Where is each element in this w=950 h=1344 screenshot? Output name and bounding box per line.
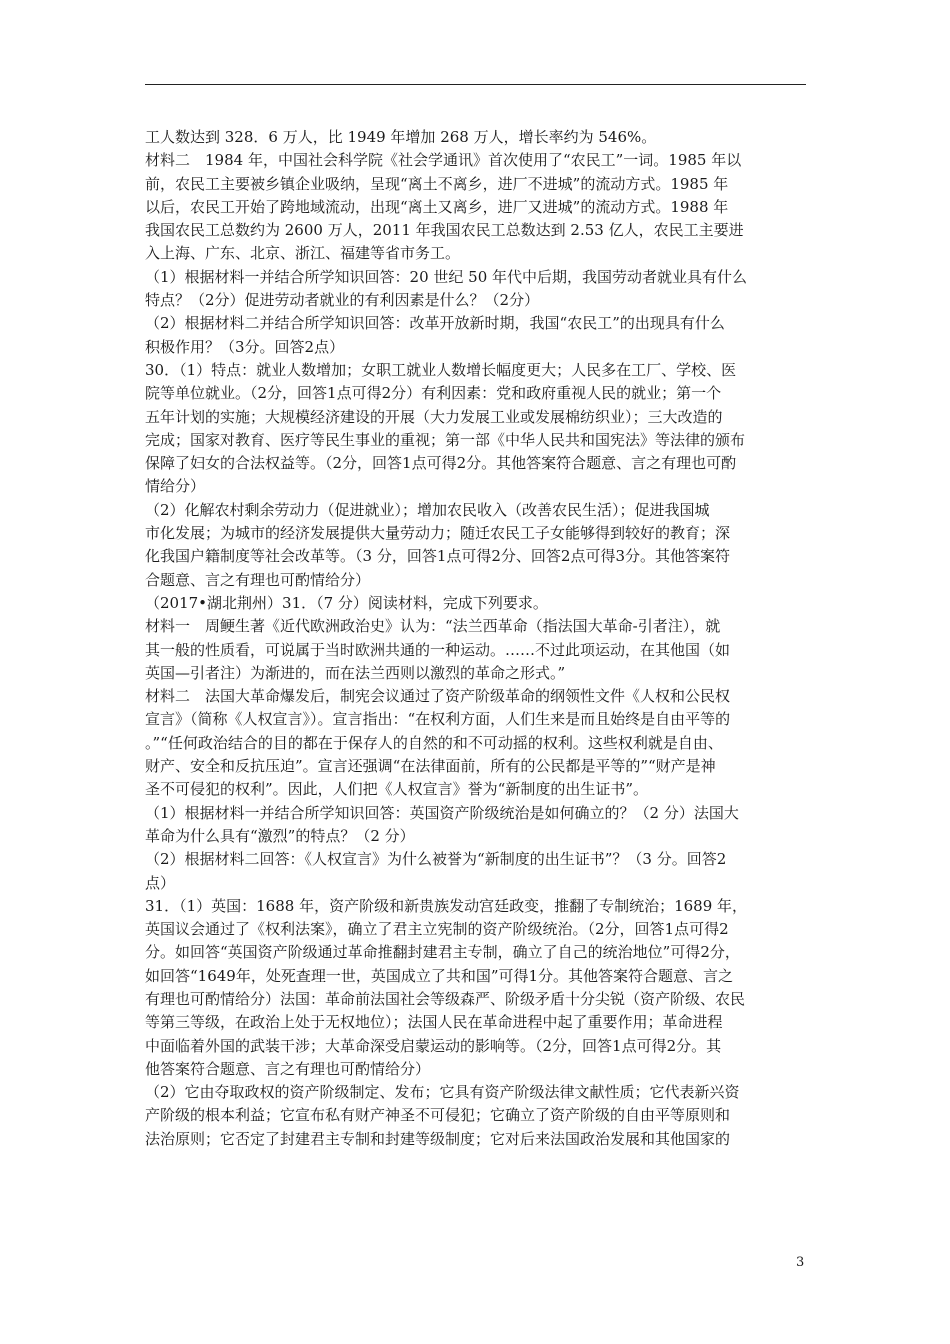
- text-line: 化我国户籍制度等社会改革等。（3 分，回答1点可得2分、回答2点可得3分。其他答案符: [145, 547, 730, 566]
- text-line: （2）根据材料二并结合所学知识回答：改革开放新时期，我国“农民工”的出现具有什么: [145, 314, 725, 333]
- text-line: 我国农民工总数约为 2600 万人，2011 年我国农民工总数达到 2.53 亿人，农民工主要进: [145, 221, 744, 240]
- text-line: 材料一 周鲠生著《近代欧洲政治史》认为：“法兰西革命（指法国大革命-引者注），就: [145, 617, 721, 636]
- text-line: 财产、安全和反抗压迫”。宣言还强调“在法律面前，所有的公民都是平等的”“财产是神: [145, 757, 716, 776]
- text-line: 情给分）: [145, 477, 206, 496]
- text-line: 点）: [145, 873, 176, 892]
- text-line: 他答案符合题意、言之有理也可酌情给分）: [145, 1059, 431, 1078]
- text-line: 工人数达到 328．6 万人，比 1949 年增加 268 万人，增长率约为 546%。: [145, 128, 657, 146]
- text-line: 英国—引者注）为渐进的，而在法兰西则以激烈的革命之形式。”: [145, 663, 566, 682]
- text-line: 宣言》（简称《人权宣言》）。宣言指出：“在权利方面，人们生来是而且始终是自由平等的: [145, 710, 731, 729]
- text-line: 材料二 1984 年，中国社会科学院《社会学通讯》首次使用了“农民工”一词。1985 年以: [145, 151, 742, 170]
- text-line: 中面临着外国的武装干涉；大革命深受启蒙运动的影响等。（2分，回答1点可得2分。其: [145, 1036, 722, 1055]
- text-line: 等第三等级，在政治上处于无权地位）；法国人民在革命进程中起了重要作用；革命进程: [145, 1013, 723, 1032]
- text-line: （1）根据材料一并结合所学知识回答：20 世纪 50 年代中后期，我国劳动者就业具有什么: [145, 267, 748, 286]
- text-line: 合题意、言之有理也可酌情给分）: [145, 570, 371, 589]
- text-line: 完成；国家对教育、医疗等民生事业的重视；第一部《中华人民共和国宪法》等法律的颁布: [145, 430, 746, 449]
- text-line: （2）它由夺取政权的资产阶级制定、发布；它具有资产阶级法律文献性质；它代表新兴资: [145, 1083, 740, 1102]
- document-body: [145, 126, 813, 1151]
- text-line: 材料二 法国大革命爆发后，制宪会议通过了资产阶级革命的纲领性文件《人权和公民权: [145, 687, 731, 706]
- text-line: 英国议会通过了《权利法案》，确立了君主立宪制的资产阶级统治。（2分，回答1点可得2: [145, 920, 729, 939]
- text-line: 有理也可酌情给分）法国：革命前法国社会等级森严、阶级矛盾十分尖锐（资产阶级、农民: [145, 989, 746, 1008]
- text-line: 保障了妇女的合法权益等。（2分，回答1点可得2分。其他答案符合题意、言之有理也可酌: [145, 454, 737, 473]
- text-line: 五年计划的实施；大规模经济建设的开展（大力发展工业或发展棉纺织业）；三大改造的: [145, 407, 723, 426]
- text-line: 院等单位就业。（2分，回答1点可得2分）有利因素：党和政府重视人民的就业；第一个: [145, 384, 722, 403]
- text-line: 产阶级的根本利益；它宣布私有财产神圣不可侵犯；它确立了资产阶级的自由平等原则和: [145, 1106, 731, 1125]
- text-line: 市化发展；为城市的经济发展提供大量劳动力；随迁农民工子女能够得到较好的教育；深: [145, 524, 731, 543]
- text-line: 前，农民工主要被乡镇企业吸纳，呈现“离土不离乡，进厂不进城”的流动方式。1985 年: [145, 174, 729, 193]
- text-line: 积极作用？（3分。回答2点）: [145, 337, 345, 356]
- text-line: 如回答“1649年，处死查理一世，英国成立了共和国”可得1分。其他答案符合题意、言之: [145, 966, 734, 985]
- text-line: （2017•湖北荆州）31．（7 分）阅读材料，完成下列要求。: [145, 593, 548, 612]
- text-line: （1）根据材料一并结合所学知识回答：英国资产阶级统治是如何确立的？（2 分）法国大: [145, 803, 739, 822]
- header-rule: [145, 84, 806, 85]
- text-line: 分。如回答“英国资产阶级通过革命推翻封建君主专制，确立了自己的统治地位”可得2分，: [145, 943, 740, 962]
- text-line: （2）化解农村剩余劳动力（促进就业）；增加农民收入（改善农民生活）；促进我国城: [145, 500, 710, 519]
- text-line: 。”“任何政治结合的目的都在于保存人的自然的和不可动摇的权利。这些权利就是自由、: [145, 733, 723, 752]
- text-line: 特点？（2分）促进劳动者就业的有利因素是什么？（2分）: [145, 291, 540, 310]
- text-line: 入上海、广东、北京、浙江、福建等省市务工。: [145, 244, 461, 263]
- text-line: 31．（1）英国：1688 年，资产阶级和新贵族发动宫廷政变，推翻了专制统治；1689 年，: [145, 896, 748, 915]
- text-line: （2）根据材料二回答：《人权宣言》为什么被誉为“新制度的出生证书”？（3 分。回答2: [145, 850, 727, 869]
- text-line: 其一般的性质看，可说属于当时欧洲共通的一种运动。……不过此项运动，在其他国（如: [145, 640, 731, 659]
- text-line: 以后，农民工开始了跨地域流动，出现“离土又离乡，进厂又进城”的流动方式。1988 年: [145, 197, 729, 216]
- text-line: 法治原则；它否定了封建君主专制和封建等级制度；它对后来法国政治发展和其他国家的: [145, 1129, 731, 1148]
- page-number: 3: [796, 1255, 805, 1270]
- text-line: 革命为什么具有“激烈”的特点？（2 分）: [145, 826, 415, 845]
- text-line: 圣不可侵犯的权利”。因此，人们把《人权宣言》誉为“新制度的出生证书”。: [145, 780, 649, 799]
- text-line: 30．（1）特点：就业人数增加；女职工就业人数增长幅度更大；人民多在工厂、学校、医: [145, 360, 737, 379]
